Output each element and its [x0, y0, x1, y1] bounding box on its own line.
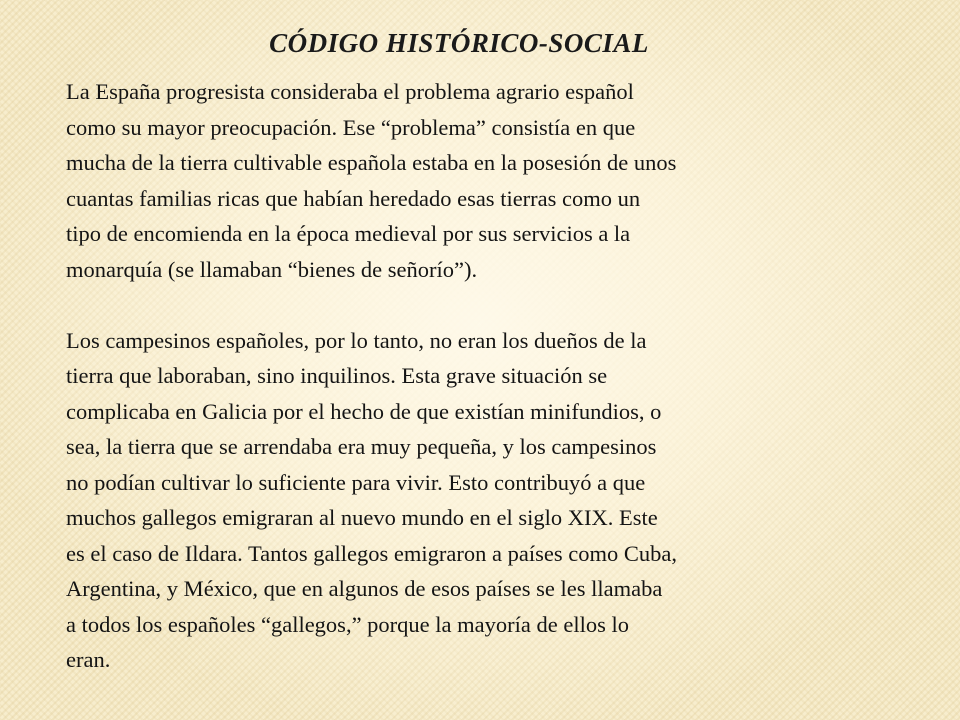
text-line: a todos los españoles “gallegos,” porque la mayoría de ellos lo [66, 611, 629, 637]
text-line: tipo de encomienda en la época medieval por sus servicios a la [66, 221, 631, 246]
slide-title: CÓDIGO HISTÓRICO-SOCIAL [269, 28, 649, 58]
text-line: cuantas familias ricas que habían heredado esas tierras como un [66, 185, 641, 211]
text-line: sea, la tierra que se arrendaba era muy pequeña, y los campesinos [66, 434, 657, 459]
text-line: como su mayor preocupación. Ese “problema” consistía en que [66, 114, 636, 140]
text-line: eran. [66, 647, 111, 672]
paragraph-2 [66, 323, 856, 678]
text-line: complicaba en Galicia por el hecho de que existían minifundios, o [66, 398, 662, 424]
text-line: no podían cultivar lo suficiente para vivir. Esto contribuyó a que [66, 469, 646, 495]
text-line: mucha de la tierra cultivable española estaba en la posesión de unos [66, 150, 677, 175]
text-line: muchos gallegos emigraran al nuevo mundo en el siglo XIX. Este [66, 505, 658, 530]
text-line: monarquía (se llamaban “bienes de señorío”). [66, 256, 478, 282]
text-line: tierra que laboraban, sino inquilinos. Esta grave situación se [66, 363, 608, 388]
text-line: es el caso de Ildara. Tantos gallegos emigraron a países como Cuba, [66, 540, 677, 566]
text-line: Argentina, y México, que en algunos de esos países se les llamaba [66, 576, 663, 601]
slide-body [66, 74, 856, 678]
text-line: La España progresista consideraba el problema agrario español [66, 79, 634, 104]
text-line: Los campesinos españoles, por lo tanto, no eran los dueños de la [66, 327, 647, 353]
paragraph-1 [66, 74, 856, 287]
